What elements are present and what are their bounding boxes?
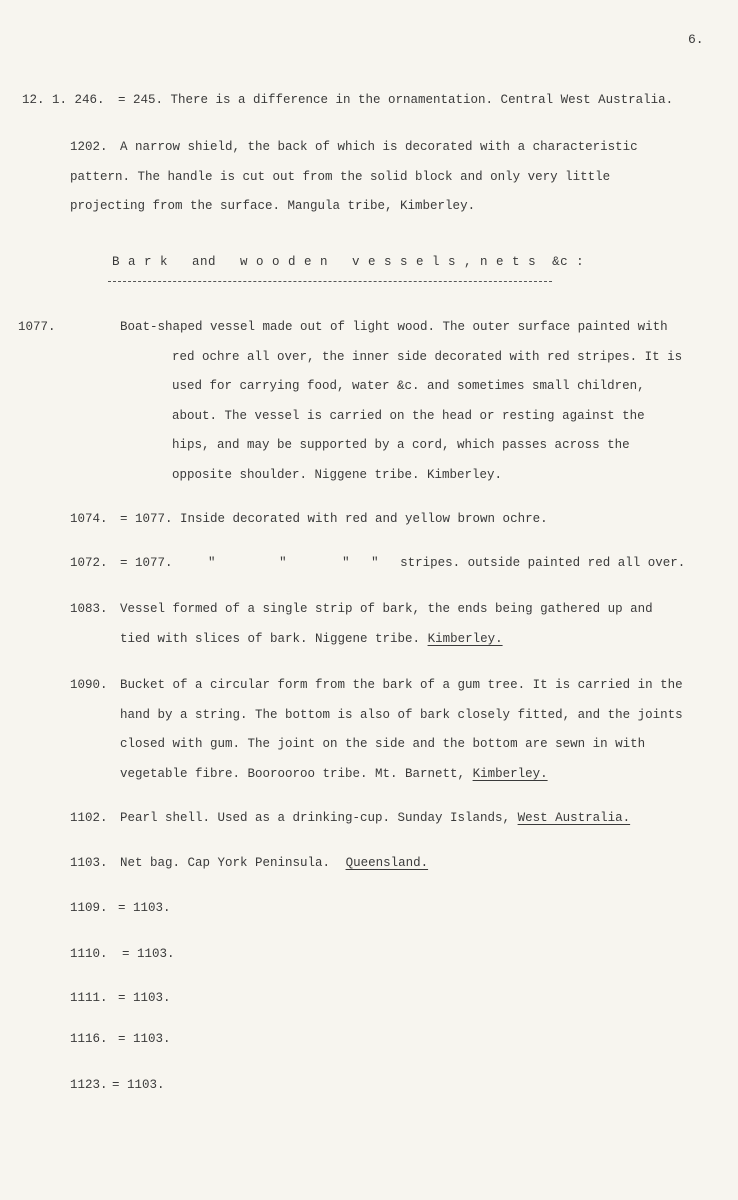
catalog-entry-1109 — [70, 894, 370, 924]
entry-place: Queensland. — [345, 856, 429, 870]
ditto-mark: " — [342, 556, 350, 570]
entry-number: 12. 1. 246. — [22, 93, 105, 107]
catalog-entry-1123 — [70, 1071, 370, 1101]
entry-text: A narrow shield, the back of which is decorated with a characteristic pattern. The handle is cut out from the solid block and only very little projecting from the surface. Mangula tribe, Kimberley. — [70, 140, 638, 213]
entry-prefix: = 1077. — [120, 556, 173, 570]
entry-text: = 1103. — [118, 1032, 171, 1046]
entry-description: Vessel formed of a single strip of bark, the ends being gathered up and tied with slices of bark. Niggene tribe. — [120, 602, 653, 646]
section-heading — [112, 255, 585, 269]
catalog-entry-1110 — [70, 940, 370, 970]
catalog-entry-1072 — [70, 549, 690, 579]
entry-number: 1072. — [70, 556, 108, 570]
catalog-entry-1103 — [70, 849, 690, 879]
entry-text — [120, 804, 700, 834]
entry-number: 1074. — [70, 512, 108, 526]
catalog-entry-1074 — [70, 505, 690, 535]
entry-text: = 1103. — [118, 991, 171, 1005]
entry-text — [70, 671, 700, 789]
entry-number: 1103. — [70, 856, 108, 870]
page-number: 6. — [688, 32, 704, 47]
section-heading-text: B a r k and w o o d e n v e s s e l s , n e t s &c : — [112, 255, 585, 269]
entry-place: Kimberley. — [472, 766, 548, 781]
entry-description: Pearl shell. Used as a drinking-cup. Sunday Islands, — [120, 811, 511, 825]
entry-description: Bucket of a circular form from the bark of a gum tree. It is carried in the hand by a string. The bottom is also of bark closely fitted, and the joints closed with gum. The joint on the side and the bottom are sewn in with vegetable fibre. Boorooroo tribe. Mt. Barnett, — [120, 678, 683, 781]
entry-text: = 1103. — [118, 901, 171, 915]
entry-number: 1077. — [18, 320, 56, 334]
ditto-mark: " — [208, 556, 216, 570]
catalog-entry-1090 — [70, 671, 700, 789]
entry-text: = 1103. — [112, 1078, 165, 1092]
entry-text: = 245. There is a difference in the ornamentation. Central West Australia. — [118, 93, 674, 107]
entry-place: West Australia. — [517, 811, 631, 825]
entry-number: 1111. — [70, 991, 108, 1005]
entry-text: Boat-shaped vessel made out of light wood. The outer surface painted with red ochre all over, the inner side decorated with red stripes. It is used for carrying food, water &c. and sometimes small children, about. The vessel is carried on the head or resting against the hips, and may be supported by a cord, which passes across the opposite shoulder. Niggene tribe. Kimberley. — [120, 320, 683, 482]
entry-number: 1109. — [70, 901, 108, 915]
entry-number: 1202. — [70, 140, 108, 154]
catalog-entry-1083 — [70, 595, 682, 654]
entry-text — [70, 595, 682, 654]
catalog-entry-1116 — [70, 1025, 370, 1055]
catalog-entry-246 — [22, 86, 722, 116]
entry-number: 1083. — [70, 602, 108, 616]
entry-number: 1090. — [70, 678, 108, 692]
entry-suffix: stripes. outside painted red all over. — [400, 556, 686, 570]
entry-text: = 1103. — [122, 947, 175, 961]
entry-text: = 1077. Inside decorated with red and yellow brown ochre. — [120, 512, 548, 526]
catalog-entry-1102 — [70, 804, 700, 834]
ditto-mark: " — [279, 556, 287, 570]
entry-text — [120, 849, 690, 879]
entry-place: Kimberley. — [427, 631, 503, 646]
catalog-entry-1077 — [18, 313, 683, 490]
catalog-entry-1111 — [70, 984, 370, 1014]
entry-number: 1110. — [70, 947, 108, 961]
entry-text — [120, 549, 690, 579]
catalog-entry-1202 — [70, 133, 690, 222]
entry-number: 1102. — [70, 811, 108, 825]
entry-description: Net bag. Cap York Peninsula. — [120, 856, 331, 870]
entry-number: 1116. — [70, 1032, 108, 1046]
section-heading-rule — [108, 281, 552, 282]
entry-number: 1123. — [70, 1078, 108, 1092]
ditto-mark: " — [371, 556, 379, 570]
